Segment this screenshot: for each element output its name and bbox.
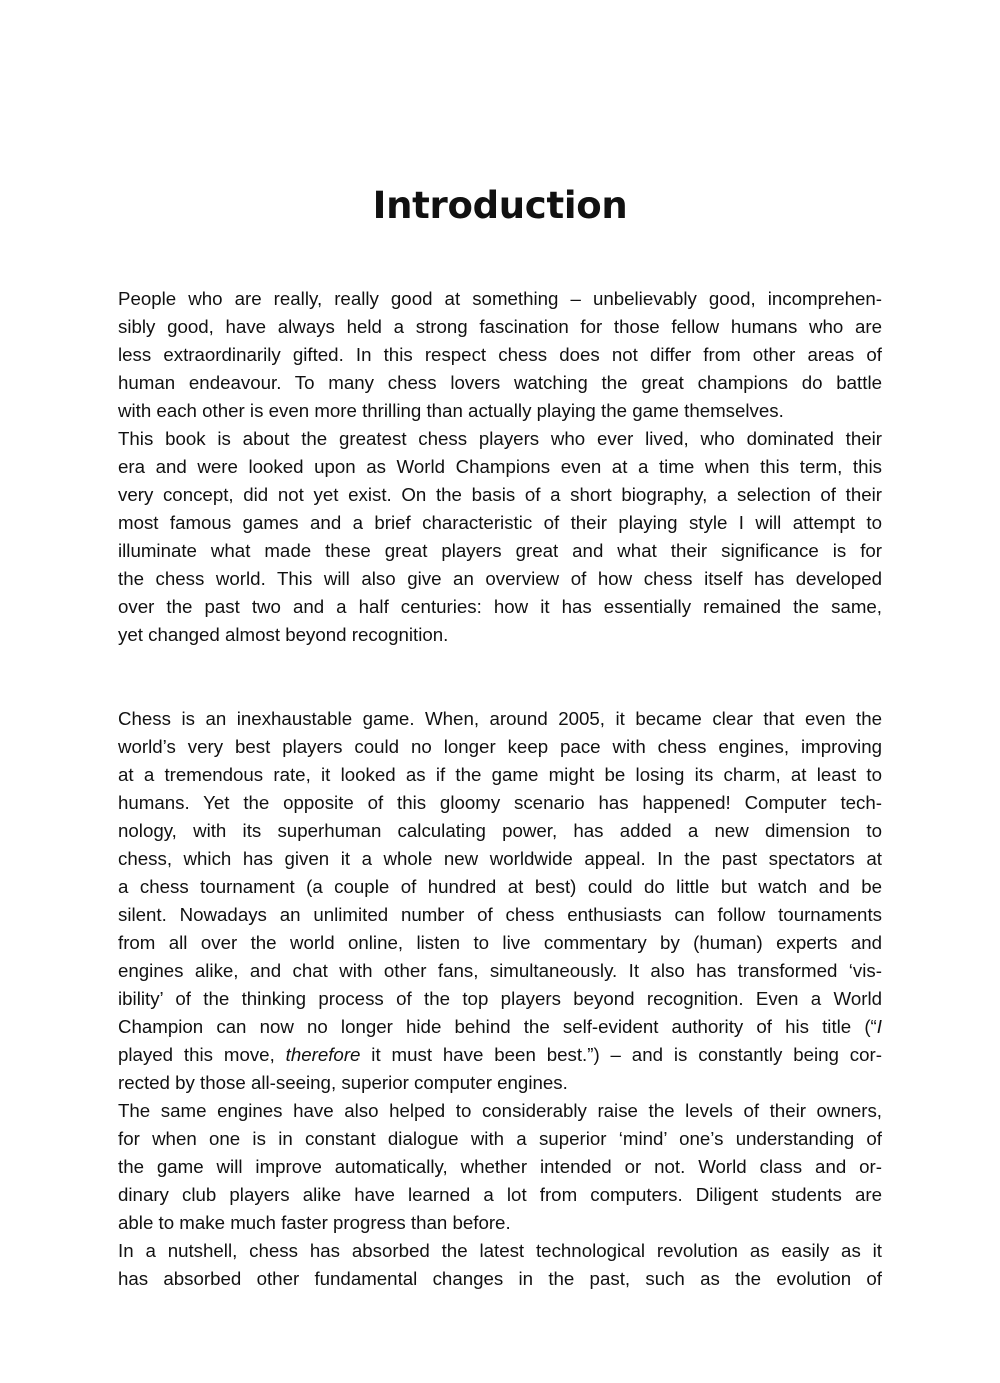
text-line: very concept, did not yet exist. On the basis of a short biography, a selection of their [118, 484, 882, 505]
text-line: People who are really, really good at something – unbelievably good, incomprehen- [118, 288, 882, 309]
text-line: over the past two and a half centuries: how it has essentially remained the same, [118, 596, 882, 617]
text-line: Chess is an inexhaustable game. When, around 2005, it became clear that even the [118, 708, 882, 729]
italic-text: therefore [285, 1044, 361, 1065]
text-line: chess, which has given it a whole new worldwide appeal. In the past spectators at [118, 848, 882, 869]
text-line: for when one is in constant dialogue with a superior ‘mind’ one’s understanding of [118, 1128, 882, 1149]
text-line [118, 1013, 882, 1041]
text-line: silent. Nowadays an unlimited number of chess enthusiasts can follow tournaments [118, 904, 882, 925]
intro-section-1 [118, 285, 882, 649]
page-title: Introduction [372, 184, 628, 227]
text-line: The same engines have also helped to considerably raise the levels of their owners, [118, 1100, 882, 1121]
italic-text: I [876, 1016, 882, 1037]
text-line: engines alike, and chat with other fans, simultaneously. It also has transformed ‘vis- [118, 960, 882, 981]
text-line: able to make much faster progress than before. [118, 1212, 511, 1233]
text-line: less extraordinarily gifted. In this respect chess does not differ from other areas of [118, 344, 882, 365]
text-line: era and were looked upon as World Champions even at a time when this term, this [118, 456, 882, 477]
text-line: has absorbed other fundamental changes in the past, such as the evolution of [118, 1268, 882, 1289]
text-line: illuminate what made these great players great and what their significance is for [118, 540, 882, 561]
text-run: Champion can now no longer hide behind the self-evident authority of his title (“ [118, 1016, 877, 1037]
text-line: sibly good, have always held a strong fascination for those fellow humans who are [118, 316, 882, 337]
text-line: at a tremendous rate, it looked as if the game might be losing its charm, at least to [118, 764, 882, 785]
text-line: human endeavour. To many chess lovers watching the great champions do battle [118, 372, 882, 393]
text-line: world’s very best players could no longer keep pace with chess engines, improving [118, 736, 882, 757]
text-line: from all over the world online, listen to live commentary by (human) experts and [118, 932, 882, 953]
text-line: with each other is even more thrilling than actually playing the game themselves. [118, 400, 784, 421]
intro-section-2 [118, 705, 882, 1293]
text-line: In a nutshell, chess has absorbed the latest technological revolution as easily as it [118, 1240, 882, 1261]
text-line: the chess world. This will also give an overview of how chess itself has developed [118, 568, 882, 589]
text-line: ibility’ of the thinking process of the top players beyond recognition. Even a World [118, 988, 882, 1009]
text-run: played this move, [118, 1044, 286, 1065]
text-line: a chess tournament (a couple of hundred at best) could do little but watch and be [118, 876, 882, 897]
text-line: This book is about the greatest chess players who ever lived, who dominated their [118, 428, 882, 449]
text-line: yet changed almost beyond recognition. [118, 624, 449, 645]
text-run: it must have been best.”) – and is constantly being cor- [360, 1044, 882, 1065]
text-line: rected by those all-seeing, superior computer engines. [118, 1072, 568, 1093]
text-line [118, 1041, 882, 1069]
text-line: humans. Yet the opposite of this gloomy scenario has happened! Computer tech- [118, 792, 882, 813]
text-line: most famous games and a brief characteristic of their playing style I will attempt to [118, 512, 882, 533]
text-line: the game will improve automatically, whether intended or not. World class and or- [118, 1156, 882, 1177]
text-line: nology, with its superhuman calculating power, has added a new dimension to [118, 820, 882, 841]
text-line: dinary club players alike have learned a lot from computers. Diligent students are [118, 1184, 882, 1205]
